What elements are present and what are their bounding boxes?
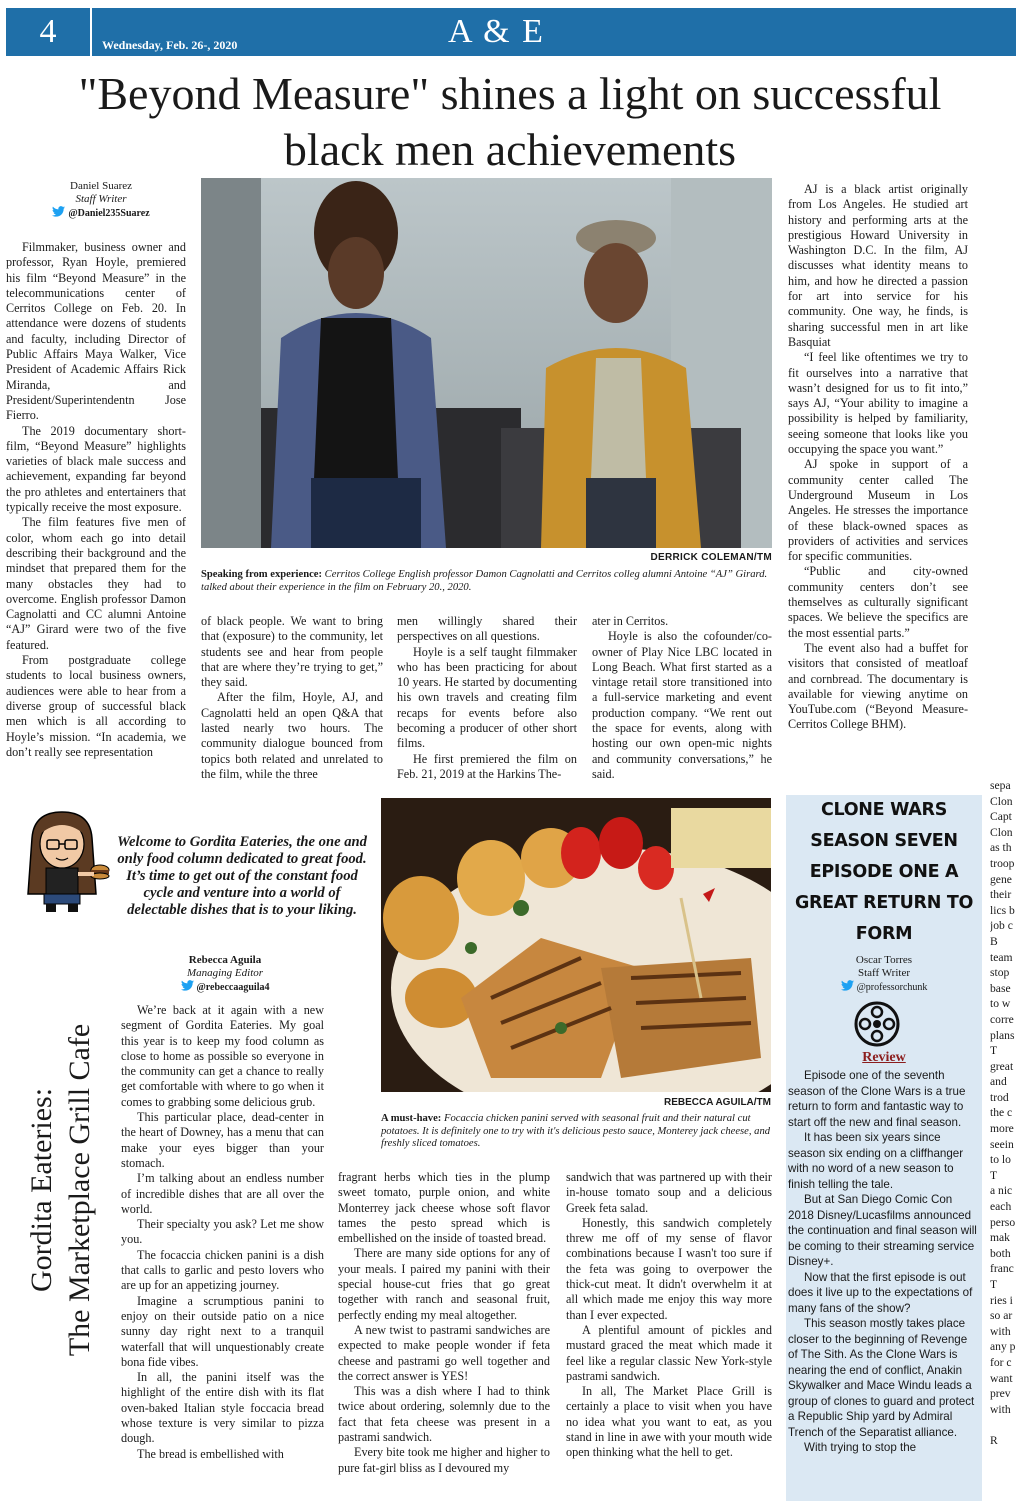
paragraph: In all, The Market Place Grill is certainly a place to visit when you have no idea what you want to eat, as you stand in line in awe with your mouth wide open thinking what the hell to get. [566,1384,772,1460]
paragraph: I’m talking about an endless number of incredible dishes that are all over the world. [121,1171,324,1216]
text-fragment: as th [990,841,1012,855]
text-fragment: mak [990,1231,1010,1245]
article2-col2 [338,1170,550,1500]
byline-article1 [16,180,186,220]
text-fragment: Capt [990,810,1012,824]
column-title-line1: Gordita Eateries: [25,1087,58,1293]
author-name: Daniel Suarez [70,180,132,192]
paragraph: Hoyle is a self taught filmmaker who has been practicing for about 10 years. He started by documenting his own travels and creating film recaps for events before also becoming a producer of other short films. [397,644,577,751]
paragraph: With trying to stop the [804,1441,917,1454]
section-title: A & E [448,13,545,50]
paragraph: Every bite took me higher and higher to pure fat-girl bliss as I devoured my [338,1445,550,1475]
text-fragment: sepa [990,779,1011,792]
text-fragment: gene [990,872,1012,886]
author-role: Managing Editor [186,967,264,979]
photo-credit: DERRICK COLEMAN/TM [650,552,772,563]
byline-article3 [786,954,982,994]
text-fragment: troop [990,856,1015,870]
text-fragment: lics b [990,903,1015,917]
paragraph: A new twist to pastrami sandwiches are expected to make people wonder if feta cheese and pastrami go well together and the correct answer is YES! [338,1322,550,1383]
author-handle: @professorchunk [856,982,928,993]
text-fragment: want [990,1371,1013,1385]
author-handle: @Daniel235Suarez [68,208,150,219]
paragraph: Now that the first episode is out does it live up to the expectations of many fans of the show? [788,1270,973,1315]
text-fragment: job c [990,919,1013,933]
photo-caption [201,569,772,594]
author-name: Rebecca Aguila [188,954,262,966]
twitter-icon [52,206,65,217]
text-fragment: perso [990,1215,1016,1229]
author-handle-row[interactable] [786,980,982,994]
text-fragment: Clon [990,794,1013,808]
author-role: Staff Writer [858,967,910,979]
paragraph: This particular place, dead-center in the heart of Downey, has a menu that can make your eyes bigger than your stomach. [121,1110,324,1170]
paragraph: Their specialty you ask? Let me show you. [121,1217,324,1247]
text-fragment: base [990,981,1011,995]
author-handle: @rebeccaaguila4 [196,982,270,993]
column-title-line2: The Marketplace Grill Cafe [63,1023,96,1357]
paragraph: We’re back at it again with a new segment of Gordita Eateries. My goal this year is to keep my food column as close to home as possible so everyone in the community can get a chance to really get comfortable with where to go when it comes to grabbing some delicious grub. [121,1003,324,1109]
caption-text: Focaccia chicken panini served with seasonal fruit and their natural cut potatoes. It is definitely one to try with it's delicious pesto sauce, Monterey jack cheese, and freshly sliced tomatoes. [381,1113,771,1149]
paragraph: “Public and city-owned community centers don’t see themselves as culturally significant spaces. We believe the specifics are the most essential parts.” [788,564,968,640]
photo-credit: REBECCA AGUILA/TM [663,1097,771,1108]
headline: "Beyond Measure" shines a light on successful black men achievements [78,68,942,175]
paragraph: The bread is embellished with [137,1446,284,1461]
byline-article2 [150,954,300,994]
paragraph: The 2019 documentary short-film, “Beyond Measure” highlights varieties of black male success and achievement, expanding far beyond the pro athletes and entertainers that typically receive the most exposure. [6,423,186,515]
caption-lead: A must-have: [381,1113,442,1124]
text-fragment: team [990,950,1013,964]
twitter-icon [181,980,194,991]
text-fragment: great [990,1059,1014,1073]
paragraph: From postgraduate college students to local business owners, audiences were able to hear from a diverse group of successful black men which is all according to Hoyle’s mission. “In academia, we don’t really see representation [6,653,186,759]
article1-col1 [6,240,186,760]
photo-film-guests [201,178,772,548]
article3-col1 [788,1068,978,1500]
page-number: 4 [6,8,92,56]
article3-col2-cropped [990,778,1016,1498]
caption-text: Cerritos College English professor Damon Cagnolatti and Cerritos colleg alumni Antoine “AJ” Girard. talked about their experience in the film on February 20., 2020. [201,569,768,593]
text-fragment: Clon [990,825,1013,839]
photo-caption [381,1113,771,1151]
author-name: Oscar Torres [855,954,913,966]
paragraph: After the film, Hoyle, AJ, and Cagnolatti held an open Q&A that lasted nearly two hours. The community dialogue bounced from topics both related and unrelated to the film, while the three [201,690,383,781]
text-fragment: franc [990,1262,1014,1276]
review-label: Review [862,1050,906,1065]
paragraph: The focaccia chicken panini is a dish that calls to garlic and pesto lovers who are up for an appetizing journey. [121,1247,324,1293]
text-fragment: corre [990,1012,1014,1026]
article1-col2 [201,614,383,782]
paragraph: This was a dish where I had to think twice about ordering, solemnly due to the fact that feta cheese was present in a pastrami sandwich. [338,1384,550,1445]
paragraph: This season mostly takes place closer to the beginning of Revenge of The Sith. As the Clone Wars is nearing the end of conflict, Anakin Skywalker and Mace Windu leads a group of clones to guard and protect a Republic Ship yard by Admiral Trench of the Separatist alliance. [788,1317,975,1439]
text-fragment: any p [990,1340,1016,1354]
paragraph: AJ is a black artist originally from Los Angeles. He studied art history and performing arts at the prestigious Howard University in Washington D.C. In the film, AJ discusses what identity means to him, and how he directed a passion for art into service for his community. One way, he finds, is sharing successful men in art like Basquiat [788,182,968,349]
paragraph: Filmmaker, business owner and professor, Ryan Hoyle, premiered his film “Beyond Measure” in the telecommunications center of Cerritos College on Feb. 20. In attendance were dozens of students and faculty, including Director of Public Affairs Maya Walker, Vice President of Academic Affairs Rick Miranda, and President/Superintendentn Jose Fierro. [6,240,186,423]
photo-panini-dish [381,798,771,1092]
text-fragment: so ar [990,1309,1013,1323]
text-fragment: with [990,1402,1011,1416]
paragraph: sandwich that was partnered up with their in-house tomato soup and a delicious Greek feta salad. [566,1170,772,1215]
columnist-avatar [14,808,110,914]
author-handle-row[interactable] [150,980,300,994]
text-fragment: both [990,1246,1011,1260]
column-title-vertical [16,980,106,1400]
article1-col4 [592,614,772,782]
text-fragment: ries i [990,1293,1013,1307]
text-fragment: more [990,1122,1014,1136]
text-fragment: T [990,1044,998,1058]
text-fragment: for c [990,1355,1012,1369]
text-fragment [990,1417,1016,1433]
text-fragment: T [990,1278,998,1291]
paragraph: He first premiered the film on Feb. 21, 2019 at the Harkins The- [397,751,577,781]
paragraph: Imagine a scrumptious panini to enjoy on their outside patio on a nice sunny day right next to a tranquil waterfall that will unquestionably create bona fide vibes. [121,1293,324,1369]
paragraph: AJ spoke in support of a community center called The Underground Museum in Los Angeles. He stresses the importance of these black-owned spaces as providers of activities and services for specific communities. [788,457,968,564]
text-fragment: B [990,934,998,948]
text-fragment: with [990,1324,1011,1338]
text-fragment: to w [990,997,1011,1011]
text-fragment: plans [990,1028,1015,1042]
paragraph: fragrant herbs which ties in the plump sweet tomato, purple onion, and white Monterrey jack cheese whose soft flavor tames the pesto spread which is embellished on the inside of toasted bread. [338,1170,550,1246]
article2-col3 [566,1170,772,1500]
paragraph: There are many side options for any of your meals. I paired my panini with their special house-cut fries that go great together with ranch and seasonal fruit, perfectly ending my meal altogether. [338,1246,550,1322]
article2-col1 [121,1003,324,1499]
caption-lead: Speaking from experience: [201,569,323,580]
article1-col5 [788,182,968,733]
author-role: Staff Writer [75,193,127,205]
sidebar-headline: CLONE WARS SEASON SEVEN EPISODE ONE A GREAT RETURN TO FORM [794,800,974,944]
text-fragment: seein [990,1137,1014,1151]
text-fragment: R [990,1433,998,1447]
text-fragment: trod [990,1090,1009,1104]
paragraph: But at San Diego Comic Con 2018 Disney/Lucasfilms announced the continuation and final season will be coming to their streaming service Disney+. [788,1193,977,1268]
paragraph: Honestly, this sandwich completely threw me off of my sense of flavor combinations because I wasn't too sure if the feta was going to overpower the thick-cut meat. It didn't overwhelm it at all which made me enjoy this way more than I ever expected. [566,1215,772,1322]
text-fragment: T [990,1168,998,1182]
text-fragment: and [990,1075,1007,1089]
paragraph: “I feel like oftentimes we try to fit ourselves into a narrative that wasn’t designed for us to fit into,” says AJ, “Your ability to imagine a possibility is helped by familiarity, seeing someone that looks like you occupying the space you want.” [788,350,968,457]
photo-illustration [201,178,772,548]
text-fragment: a nic [990,1184,1013,1198]
paragraph: of black people. We want to bring that (exposure) to the community, let students see and hear from people that are where they’re trying to get,” they said. [201,614,383,690]
paragraph: men willingly shared their perspectives on all questions. [397,614,577,644]
article1-col3 [397,614,577,782]
column-intro: Welcome to Gordita Eateries, the one and only food column dedicated to great food. It’s time to get out of the constant food cycle and venture into a world of delectable dishes that is to your liking. [117,834,367,918]
text-fragment: stop [990,966,1010,980]
paragraph: The event also had a buffet for visitors that consisted of meatloaf and cornbread. The documentary is available for viewing anytime on YouTube.com (“Beyond Measure- Cerritos College BHM). [788,640,968,732]
issue-date: Wednesday, Feb. 26-, 2020 [102,38,238,52]
text-fragment: their [990,888,1012,902]
text-fragment: to lo [990,1153,1011,1167]
paragraph: Hoyle is also the cofounder/co-owner of Play Nice LBC located in Long Beach. What first started as a vintage retail store transitioned into a full-service marketing and event production company. “We rent out the space for events, along with hosting our own open-mic nights and community conversations,” he said. [592,629,772,781]
author-handle-row[interactable] [16,206,186,220]
text-fragment: prev [990,1387,1011,1401]
paragraph: ater in Cerritos. [592,614,669,628]
paragraph: The film features five men of color, whom each go into detail describing their background and the mindset that prepared them for the many obstacles they had to overcome. English professor Damon Cagnolatti and CC alumni Antoine “AJ” Girard were two of the five featured. [6,515,186,652]
paragraph: In all, the panini itself was the highlight of the entire dish with its flat oven-baked Italian style foccacia bread whose texture is very similar to pizza dough. [121,1370,324,1446]
paragraph: A plentiful amount of pickles and mustard graced the meat which made it feel like a regular classic New York-style pastrami sandwich. [566,1322,772,1383]
photo-illustration [381,798,771,1092]
paragraph: Episode one of the seventh season of the Clone Wars is a true return to form and fantastic way to start off the new and final season. [788,1069,966,1129]
paragraph: It has been six years since season six ending on a cliffhanger with no word of a new season to finish telling the tale. [788,1131,964,1191]
film-reel-icon [853,1000,901,1048]
twitter-icon [841,980,854,991]
text-fragment: each [990,1200,1012,1214]
text-fragment: the c [990,1106,1013,1120]
